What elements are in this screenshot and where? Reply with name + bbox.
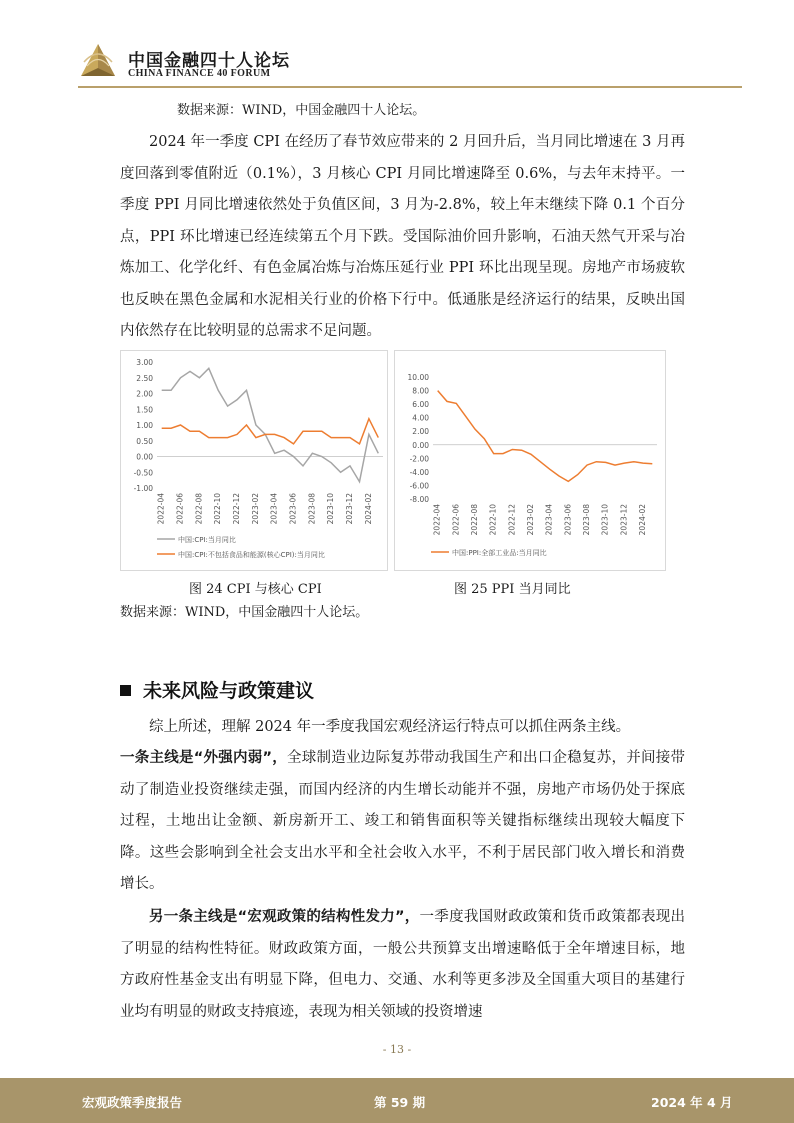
- y-tick-label: -4.00: [409, 467, 429, 477]
- legend-label: 中国:CPI:当月同比: [178, 536, 236, 544]
- paragraph-main-line-one: [120, 743, 685, 901]
- main-line-two-text: 一季度我国财政政策和货币政策都表现出了明显的结构性特征。财政政策方面，一般公共预算支出增速略低于全年增速目标，地方政府性基金支出有明显下降，但电力、交通、水利等更多涉及全国重大项目的基建行业均有明显的财政支持痕迹，表现为相关领域的投资增速: [120, 909, 686, 1020]
- y-tick-label: 0.00: [412, 440, 429, 450]
- y-tick-label: 1.50: [136, 405, 153, 415]
- data-source-note: 数据来源：WIND，中国金融四十人论坛。: [177, 103, 426, 118]
- chart-cpi-box: [120, 350, 388, 571]
- x-tick-label: 2022-04: [156, 493, 166, 525]
- x-tick-label: 2023-06: [288, 493, 298, 525]
- data-source-note-bottom: 数据来源：WIND，中国金融四十人论坛。: [120, 605, 369, 620]
- y-tick-label: -8.00: [409, 495, 429, 504]
- series-line-2: [162, 419, 379, 444]
- series-line-1: [162, 368, 379, 481]
- page-header: [0, 0, 794, 90]
- chart-ppi-box: [394, 350, 666, 571]
- y-tick-label: -1.00: [133, 484, 153, 493]
- page-number: - 13 -: [382, 1043, 412, 1056]
- x-tick-label: 2023-02: [250, 493, 260, 525]
- x-tick-label: 2023-06: [563, 504, 573, 536]
- x-tick-label: 2022-12: [507, 504, 517, 536]
- main-line-one-heading: 一条主线是“外强内弱”，: [120, 750, 288, 766]
- x-tick-label: 2023-08: [582, 504, 591, 536]
- x-tick-label: 2022-06: [175, 493, 185, 525]
- x-tick-label: 2022-04: [432, 504, 442, 536]
- main-line-one-text: 全球制造业边际复苏带动我国生产和出口企稳复苏，并间接带动了制造业投资继续走强，而国内经济的内生增长动能并不强，房地产市场仍处于探底过程，土地出让金额、新房新开工、竣工和销售面积等关键指标继续出现较大幅度下降。这些会影响到全社会支出水平和全社会收入水平，不利于居民部门收入增长和消费增长。: [120, 750, 686, 892]
- y-tick-label: 2.00: [412, 427, 429, 437]
- chart-cpi: [121, 351, 387, 570]
- y-tick-label: 0.50: [136, 436, 153, 446]
- footer-report-name: 宏观政策季度报告: [82, 1095, 183, 1110]
- page-footer: [0, 1078, 794, 1123]
- y-tick-label: 2.50: [136, 373, 153, 383]
- forum-logo-icon: [78, 42, 118, 82]
- y-tick-label: 2.00: [136, 389, 153, 399]
- y-tick-label: 4.00: [412, 413, 429, 423]
- footer-issue: 第 59 期: [374, 1095, 426, 1110]
- x-tick-label: 2023-04: [544, 504, 554, 536]
- x-tick-label: 2022-08: [194, 493, 204, 525]
- y-tick-label: -2.00: [409, 454, 429, 464]
- x-tick-label: 2022-06: [451, 504, 461, 536]
- x-tick-label: 2024-02: [363, 493, 373, 525]
- x-tick-label: 2023-10: [326, 493, 336, 525]
- main-line-two-heading: 另一条主线是“宏观政策的结构性发力”，: [149, 909, 420, 925]
- chart-ppi-caption: 图 25 PPI 当月同比: [454, 582, 571, 597]
- y-tick-label: -6.00: [409, 481, 429, 491]
- y-tick-label: 6.00: [412, 400, 429, 410]
- x-tick-label: 2022-12: [232, 493, 242, 525]
- legend-label: 中国:CPI:不包括食品和能源(核心CPI):当月同比: [178, 551, 325, 559]
- legend-label: 中国:PPI:全部工业品:当月同比: [452, 549, 547, 557]
- brand-name-cn: 中国金融四十人论坛: [128, 51, 290, 71]
- y-tick-label: 3.00: [136, 358, 153, 367]
- header-divider: [78, 86, 742, 88]
- x-tick-label: 2023-12: [345, 493, 355, 525]
- y-tick-label: 8.00: [412, 386, 429, 396]
- x-tick-label: 2023-10: [600, 504, 610, 536]
- chart-ppi: [395, 351, 665, 570]
- paragraph-summary: 综上所述，理解 2024 年一季度我国宏观经济运行特点可以抓住两条主线。: [149, 719, 631, 735]
- footer-date: 2024 年 4 月: [651, 1095, 733, 1110]
- y-tick-label: 10.00: [407, 373, 429, 382]
- x-tick-label: 2023-02: [526, 504, 535, 536]
- x-tick-label: 2022-10: [488, 504, 498, 536]
- section-heading: [120, 676, 314, 703]
- x-tick-label: 2022-10: [213, 493, 223, 525]
- y-tick-label: 0.00: [136, 452, 153, 462]
- brand-name-en: CHINA FINANCE 40 FORUM: [128, 68, 271, 79]
- x-tick-label: 2022-08: [470, 504, 479, 536]
- x-tick-label: 2023-04: [269, 493, 279, 525]
- x-tick-label: 2023-08: [307, 493, 317, 525]
- square-bullet-icon: [120, 685, 131, 696]
- x-tick-label: 2024-02: [638, 504, 647, 536]
- paragraph-inflation: 2024 年一季度 CPI 在经历了春节效应带来的 2 月回升后，当月同比增速在 3 月再度回落到零值附近（0.1%），3 月核心 CPI 月同比增速降至 0.6%，与去年末持平。一季度 PPI 月同比增速依然处于负值区间，3 月为-2.8%，较上年末继续下降 0.1 个百分点，PPI 环比增速已经连续第五个月下跌。受国际油价回升影响，石油天然气开采与冶炼加工、化学化纤、有色金属冶炼与冶炼压延行业 PPI 环比出现呈现。房地产市场疲软也反映在黑色金属和水泥相关行业的价格下行中。低通胀是经济运行的结果，反映出国内依然存在比较明显的总需求不足问题。: [120, 134, 685, 339]
- paragraph-main-line-two: [120, 902, 685, 1028]
- section-heading-text: 未来风险与政策建议: [143, 680, 315, 702]
- y-tick-label: 1.00: [136, 421, 153, 430]
- series-line-1: [438, 391, 653, 482]
- x-tick-label: 2023-12: [619, 504, 629, 536]
- chart-cpi-caption: 图 24 CPI 与核心 CPI: [189, 582, 322, 597]
- y-tick-label: -0.50: [133, 468, 153, 478]
